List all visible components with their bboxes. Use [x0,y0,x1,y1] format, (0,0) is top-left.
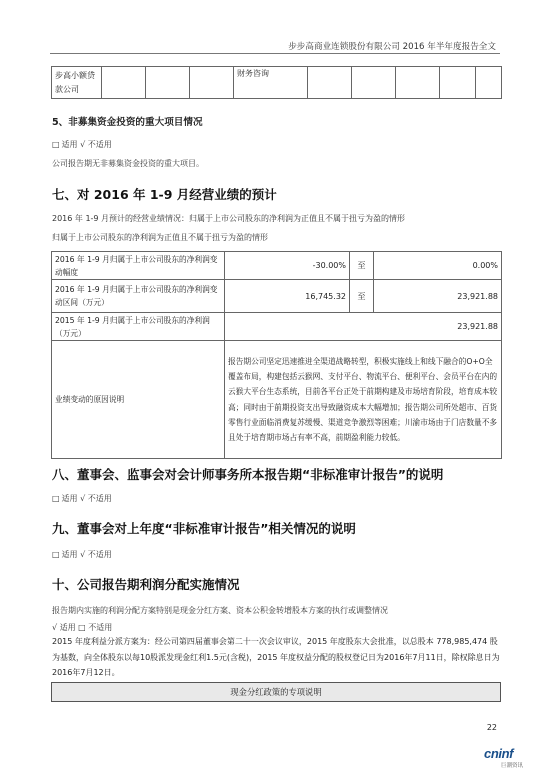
section-10-applicability: √ 适用 □ 不适用 [52,623,113,632]
section-8-heading: 八、董事会、监事会对会计师事务所本报告期“非标准审计报告”的说明 [52,467,444,482]
empty-cell [102,67,146,99]
checkbox-icon: □ [52,550,60,559]
cninfo-logo [484,746,540,772]
section-9-heading: 九、董事会对上年度“非标准审计报告”相关情况的说明 [52,521,356,536]
section-9-applicability [52,549,112,560]
applicability-text: 适用 √ 不适用 [59,550,112,559]
forecast-line-1: 2016 年 1-9 月预计的经营业绩情况：归属于上市公司股东的净利润为正值且不属于扭亏为盈的情形 [52,214,406,223]
investment-table-fragment [51,66,502,99]
empty-cell [352,67,396,99]
table-row [52,252,502,280]
section-7-heading: 七、对 2016 年 1-9 月经营业绩的预计 [52,187,277,202]
section-10-heading: 十、公司报告期利润分配实施情况 [52,577,240,592]
header-divider [50,53,500,54]
forecast-line-2: 归属于上市公司股东的净利润为正值且不属于扭亏为盈的情形 [52,233,268,242]
range-separator: 至 [350,280,374,313]
empty-cell [396,67,440,99]
prior-year-value: 23,921.88 [225,313,502,341]
range-low: -30.00% [225,252,350,280]
logo-subtext: 巨潮资讯 [500,763,523,769]
checkbox-icon: □ [52,494,60,503]
empty-cell [440,67,476,99]
empty-cell [308,67,352,99]
applicability-text: 适用 √ 不适用 [59,140,112,149]
forecast-table [51,251,502,459]
range-low: 16,745.32 [225,280,350,313]
range-separator: 至 [350,252,374,280]
section-8-applicability [52,493,112,504]
range-high: 23,921.88 [374,280,502,313]
row-label: 2016 年 1-9 月归属于上市公司股东的净利润变动区间（万元） [52,280,225,313]
company-name-cell: 步高小额贷款公司 [52,67,102,99]
row-label: 业绩变动的原因说明 [52,341,225,459]
empty-cell [476,67,502,99]
cash-dividend-policy-box: 现金分红政策的专项说明 [51,682,501,702]
page-number: 22 [486,723,497,732]
section-5-applicability [52,139,112,150]
table-row [52,280,502,313]
dividend-plan-paragraph: 2015 年度利益分派方案为：经公司第四届董事会第二十一次会议审议，2015 年度股东大会批准，以总股本 778,985,474 股为基数，向全体股东以每10股派发现金红利1.5元(含税)，2015 年度权益分配的股权登记日为2016年7月11日，除权除息日为2016年7月12日。 [52,637,500,677]
table-row [52,67,502,99]
checkbox-icon: □ [52,140,60,149]
section-10-intro: 报告期内实施的利润分配方案特别是现金分红方案、资本公积金转增股本方案的执行或调整情况 [52,606,388,615]
row-label: 2016 年 1-9 月归属于上市公司股东的净利润变动幅度 [52,252,225,280]
section-5-body: 公司报告期无非募集资金投资的重大项目。 [52,159,204,168]
empty-cell [146,67,190,99]
logo-text: cninf [484,746,514,761]
range-high: 0.00% [374,252,502,280]
business-scope-cell: 财务咨询 [234,67,308,99]
row-label: 2015 年 1-9 月归属于上市公司股东的净利润（万元） [52,313,225,341]
section-5-heading: 5、非募集资金投资的重大项目情况 [52,117,203,128]
running-header: 步步高商业连锁股份有限公司 2016 年半年度报告全文 [288,42,496,52]
table-row [52,313,502,341]
applicability-text: 适用 √ 不适用 [59,494,112,503]
change-reason: 报告期公司坚定迅速推进全渠道战略转型，积极实施线上和线下融合的O+O全覆盖布局，构建包括云猴网、支付平台、物流平台、便利平台、会员平台在内的云猴大平台生态系统，目前各平台正处于前期构建及市场培育阶段，培育成本较高；同时由于前期投资支出导致融资成本大幅增加；报告期公司所处超市、百货零售行业面临消费复苏缓慢、渠道竞争激烈等困难；川渝市场由于门店数量不多且处于培育期市场占有率不高，前期盈利能力较低。 [225,341,502,459]
table-row [52,341,502,459]
empty-cell [190,67,234,99]
